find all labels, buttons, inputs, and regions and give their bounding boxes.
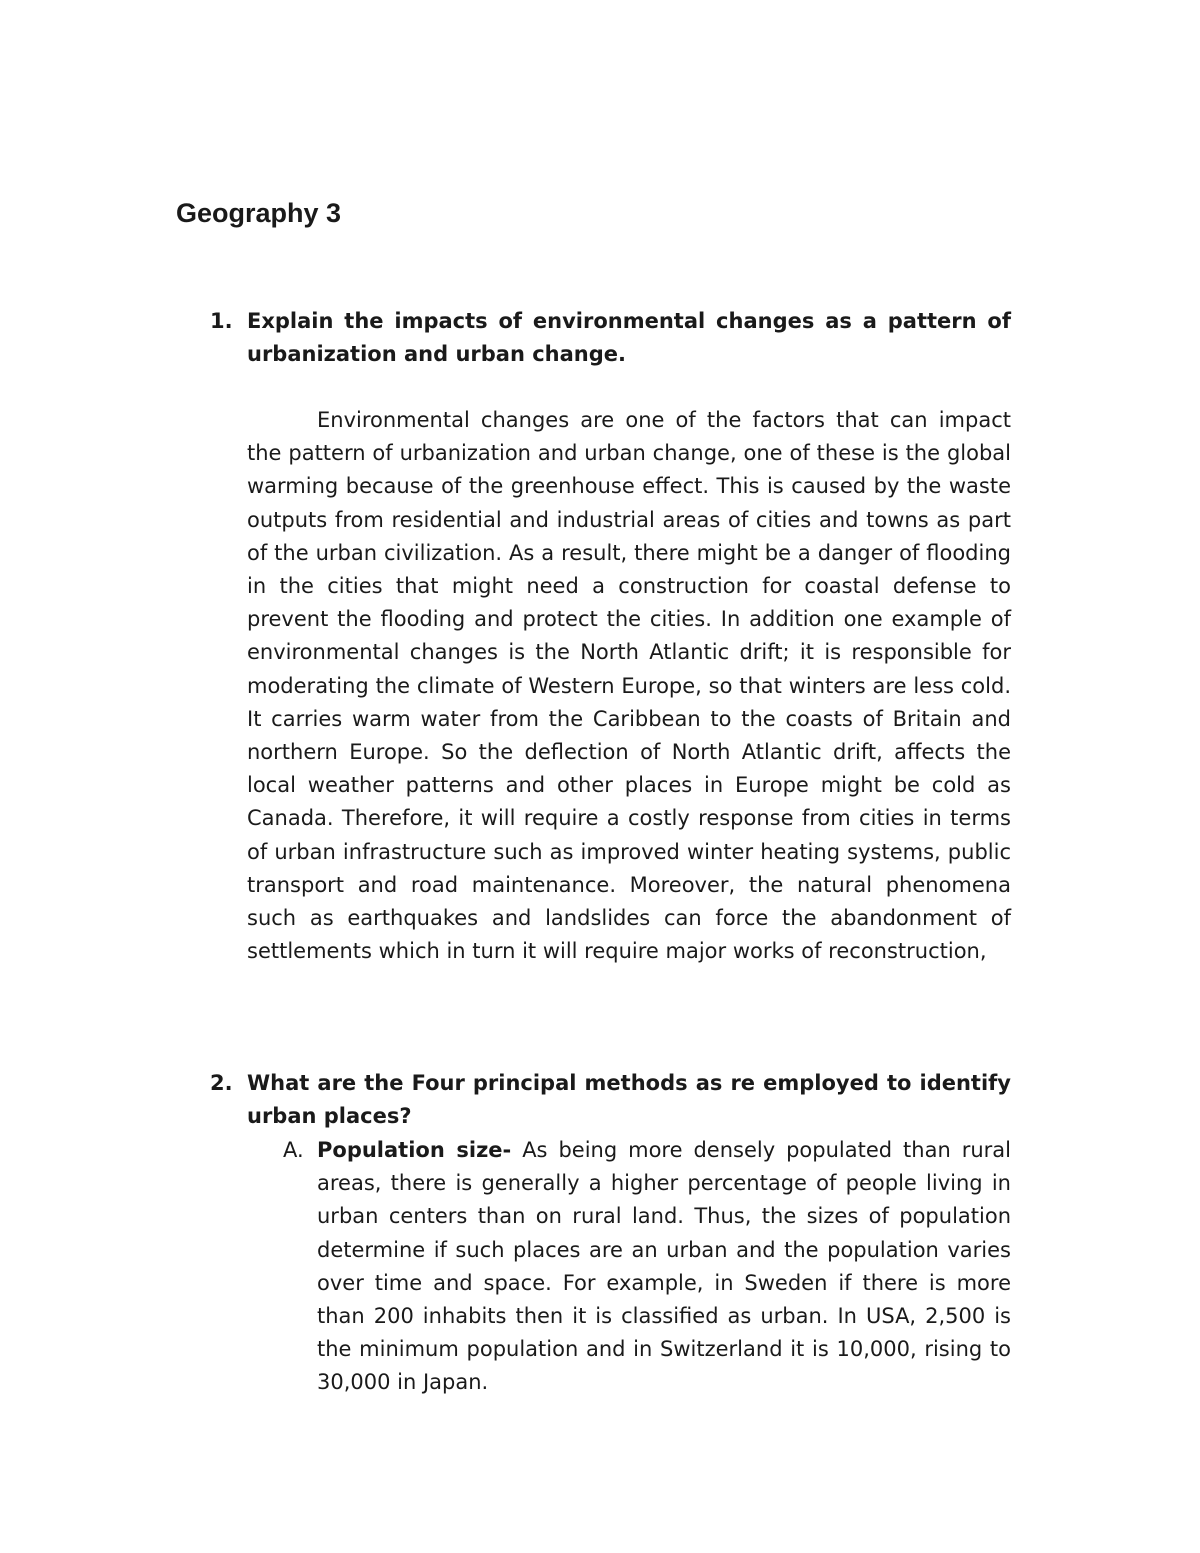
question-1-answer: Environmental changes are one of the factors that can impact the pattern of urbanization and urban change, one of these is the global warming because of the greenhouse effect. This is caused by the waste outputs from residential and industrial areas of cities and towns as part of the urban civilization. As a result, there might be a danger of flooding in the cities that might need a construction for coastal defense to prevent the flooding and protect the cities. In addition one example of environmental changes is the North Atlantic drift; it is responsible for moderating the climate of Western Europe, so that winters are less cold. It carries warm water from the Caribbean to the coasts of Britain and northern Europe. So the deflection of North Atlantic drift, affects the local weather patterns and other places in Europe might be cold as Canada. Therefore, it will require a costly response from cities in terms of urban infrastructure such as improved winter heating systems, public transport and road maintenance. Moreover, the natural phenomena such as earthquakes and landslides can force the abandonment of settlements which in turn it will require major works of reconstruction, [247, 408, 1011, 964]
question-1-text: Explain the impacts of environmental changes as a pattern of urbanization and urban change. [247, 309, 1011, 366]
list-item-term: Population size- [317, 1138, 512, 1162]
question-2-number: 2. [210, 1071, 233, 1095]
document-title: Geography 3 [176, 198, 342, 228]
list-item-description: As being more densely populated than rural areas, there is generally a higher percentage of people living in urban centers than on rural land. Thus, the sizes of population determine if such places are an urban and the population varies over time and space. For example, in Sweden if there is more than 200 inhabits then it is classified as urban. In USA, 2,500 is the minimum population and in Switzerland it is 10,000, rising to 30,000 in Japan. [317, 1138, 1011, 1395]
list-item-population-size [317, 1134, 1011, 1400]
list-item-marker-a: A. [283, 1138, 304, 1162]
question-1-number: 1. [210, 309, 233, 333]
question-2-text: What are the Four principal methods as re employed to identify urban places? [247, 1071, 1011, 1128]
